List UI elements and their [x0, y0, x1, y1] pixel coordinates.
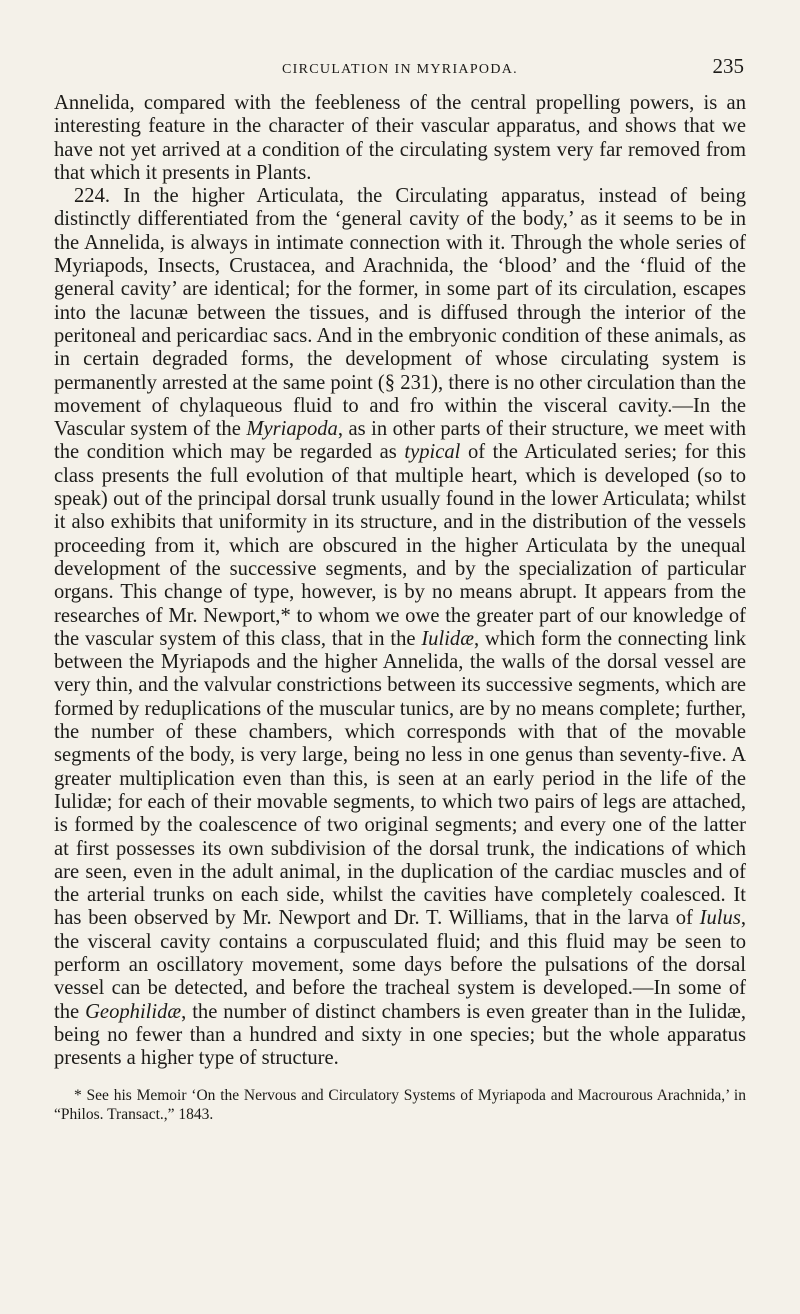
page-header	[54, 54, 746, 88]
text-run: , as in other parts of their structure, we meet with the condition which may be regarded as	[54, 418, 747, 464]
text-run: , the number of distinct chambers is even greater than in the Iulidæ, being no fewer than a hundred and sixty in one species; but the whole apparatus presents a higher type of structure.	[54, 1000, 746, 1070]
text-run: 224. In the higher Articulata, the Circulating apparatus, instead of being distinctly differentiated from the ‘general cavity of the body,’ as it seems to be in the Annelida, is always in intimate connection with it. Through the whole series of Myriapods, Insects, Crustacea, and Arachnida, the ‘blood’ and the ‘fluid of the general cavity’ are identical; for the former, in some part of its circulation, escapes into the lacunæ between the tissues, and is diffused through the interior of the peritoneal and pericardiac sacs. And in the embryonic condition of these animals, as in certain degraded forms, the development of whose circulating system is permanently arrested at the same point (§ 231), there is no other circulation than the movement of chylaqueous fluid to and fro within the visceral cavity.—In the Vascular system of the	[54, 185, 746, 441]
italic-term-iulus: Iulus	[699, 907, 741, 930]
footnote: * See his Memoir ‘On the Nervous and Circulatory Systems of Myriapoda and Macrourous Arachnida,’ in “Philos. Transact.,” 1843.	[54, 1087, 746, 1124]
italic-term-typical: typical	[404, 441, 461, 464]
text-run: , the visceral cavity contains a corpusculated fluid; and this fluid may be seen to perform an oscillatory movement, some days before the pulsations of the dorsal vessel can be detected, and before the tracheal system is developed.—In some of the	[54, 907, 746, 1023]
body-text	[54, 92, 746, 1070]
running-head: CIRCULATION IN MYRIAPODA.	[282, 62, 518, 77]
italic-term-myriapoda: Myriapoda	[246, 418, 338, 441]
page-number: 235	[712, 54, 744, 78]
text-run: , which form the connecting link between the Myriapods and the higher Annelida, the walls of the dorsal vessel are very thin, and the valvular constrictions between its successive segments, which are formed by reduplications of the muscular tunics, are by no means complete; further, the number of these chambers, which corresponds with that of the movable segments of the body, is very large, being no less in one genus than seventy-five. A greater multiplication even than this, is seen at an early period in the life of the Iulidæ; for each of their movable segments, to which two pairs of legs are attached, is formed by the coalescence of two original segments; and every one of the latter at first possesses its own subdivision of the dorsal trunk, the indications of which are seen, even in the adult animal, in the duplication of the cardiac muscles and of the arterial trunks on each side, whilst the cavities have completely coalesced. It has been observed by Mr. Newport and Dr. T. Williams, that in the larva of	[54, 627, 746, 930]
paragraph-224	[54, 185, 746, 1070]
text-run: of the Articulated series; for this class presents the full evolution of that multiple heart, which is developed (so to speak) out of the principal dorsal trunk usually found in the lower Articulata; whilst it also exhibits that uniformity in its structure, and in the distribution of the vessels proceeding from it, which are obscured in the higher Articulata by the unequal development of the successive segments, and by the specialization of particular organs. This change of type, however, is by no means abrupt. It appears from the researches of Mr. Newport,* to whom we owe the greater part of our knowledge of the vascular system of this class, that in the	[54, 441, 746, 650]
paragraph-continuation: Annelida, compared with the feebleness of the central propelling powers, is an interesting feature in the character of their vascular apparatus, and shows that we have not yet arrived at a condition of the circulating system very far removed from that which it presents in Plants.	[54, 92, 746, 184]
italic-term-geophilidae: Geophilidæ	[85, 1000, 182, 1023]
italic-term-iulidae: Iulidæ	[421, 627, 474, 650]
